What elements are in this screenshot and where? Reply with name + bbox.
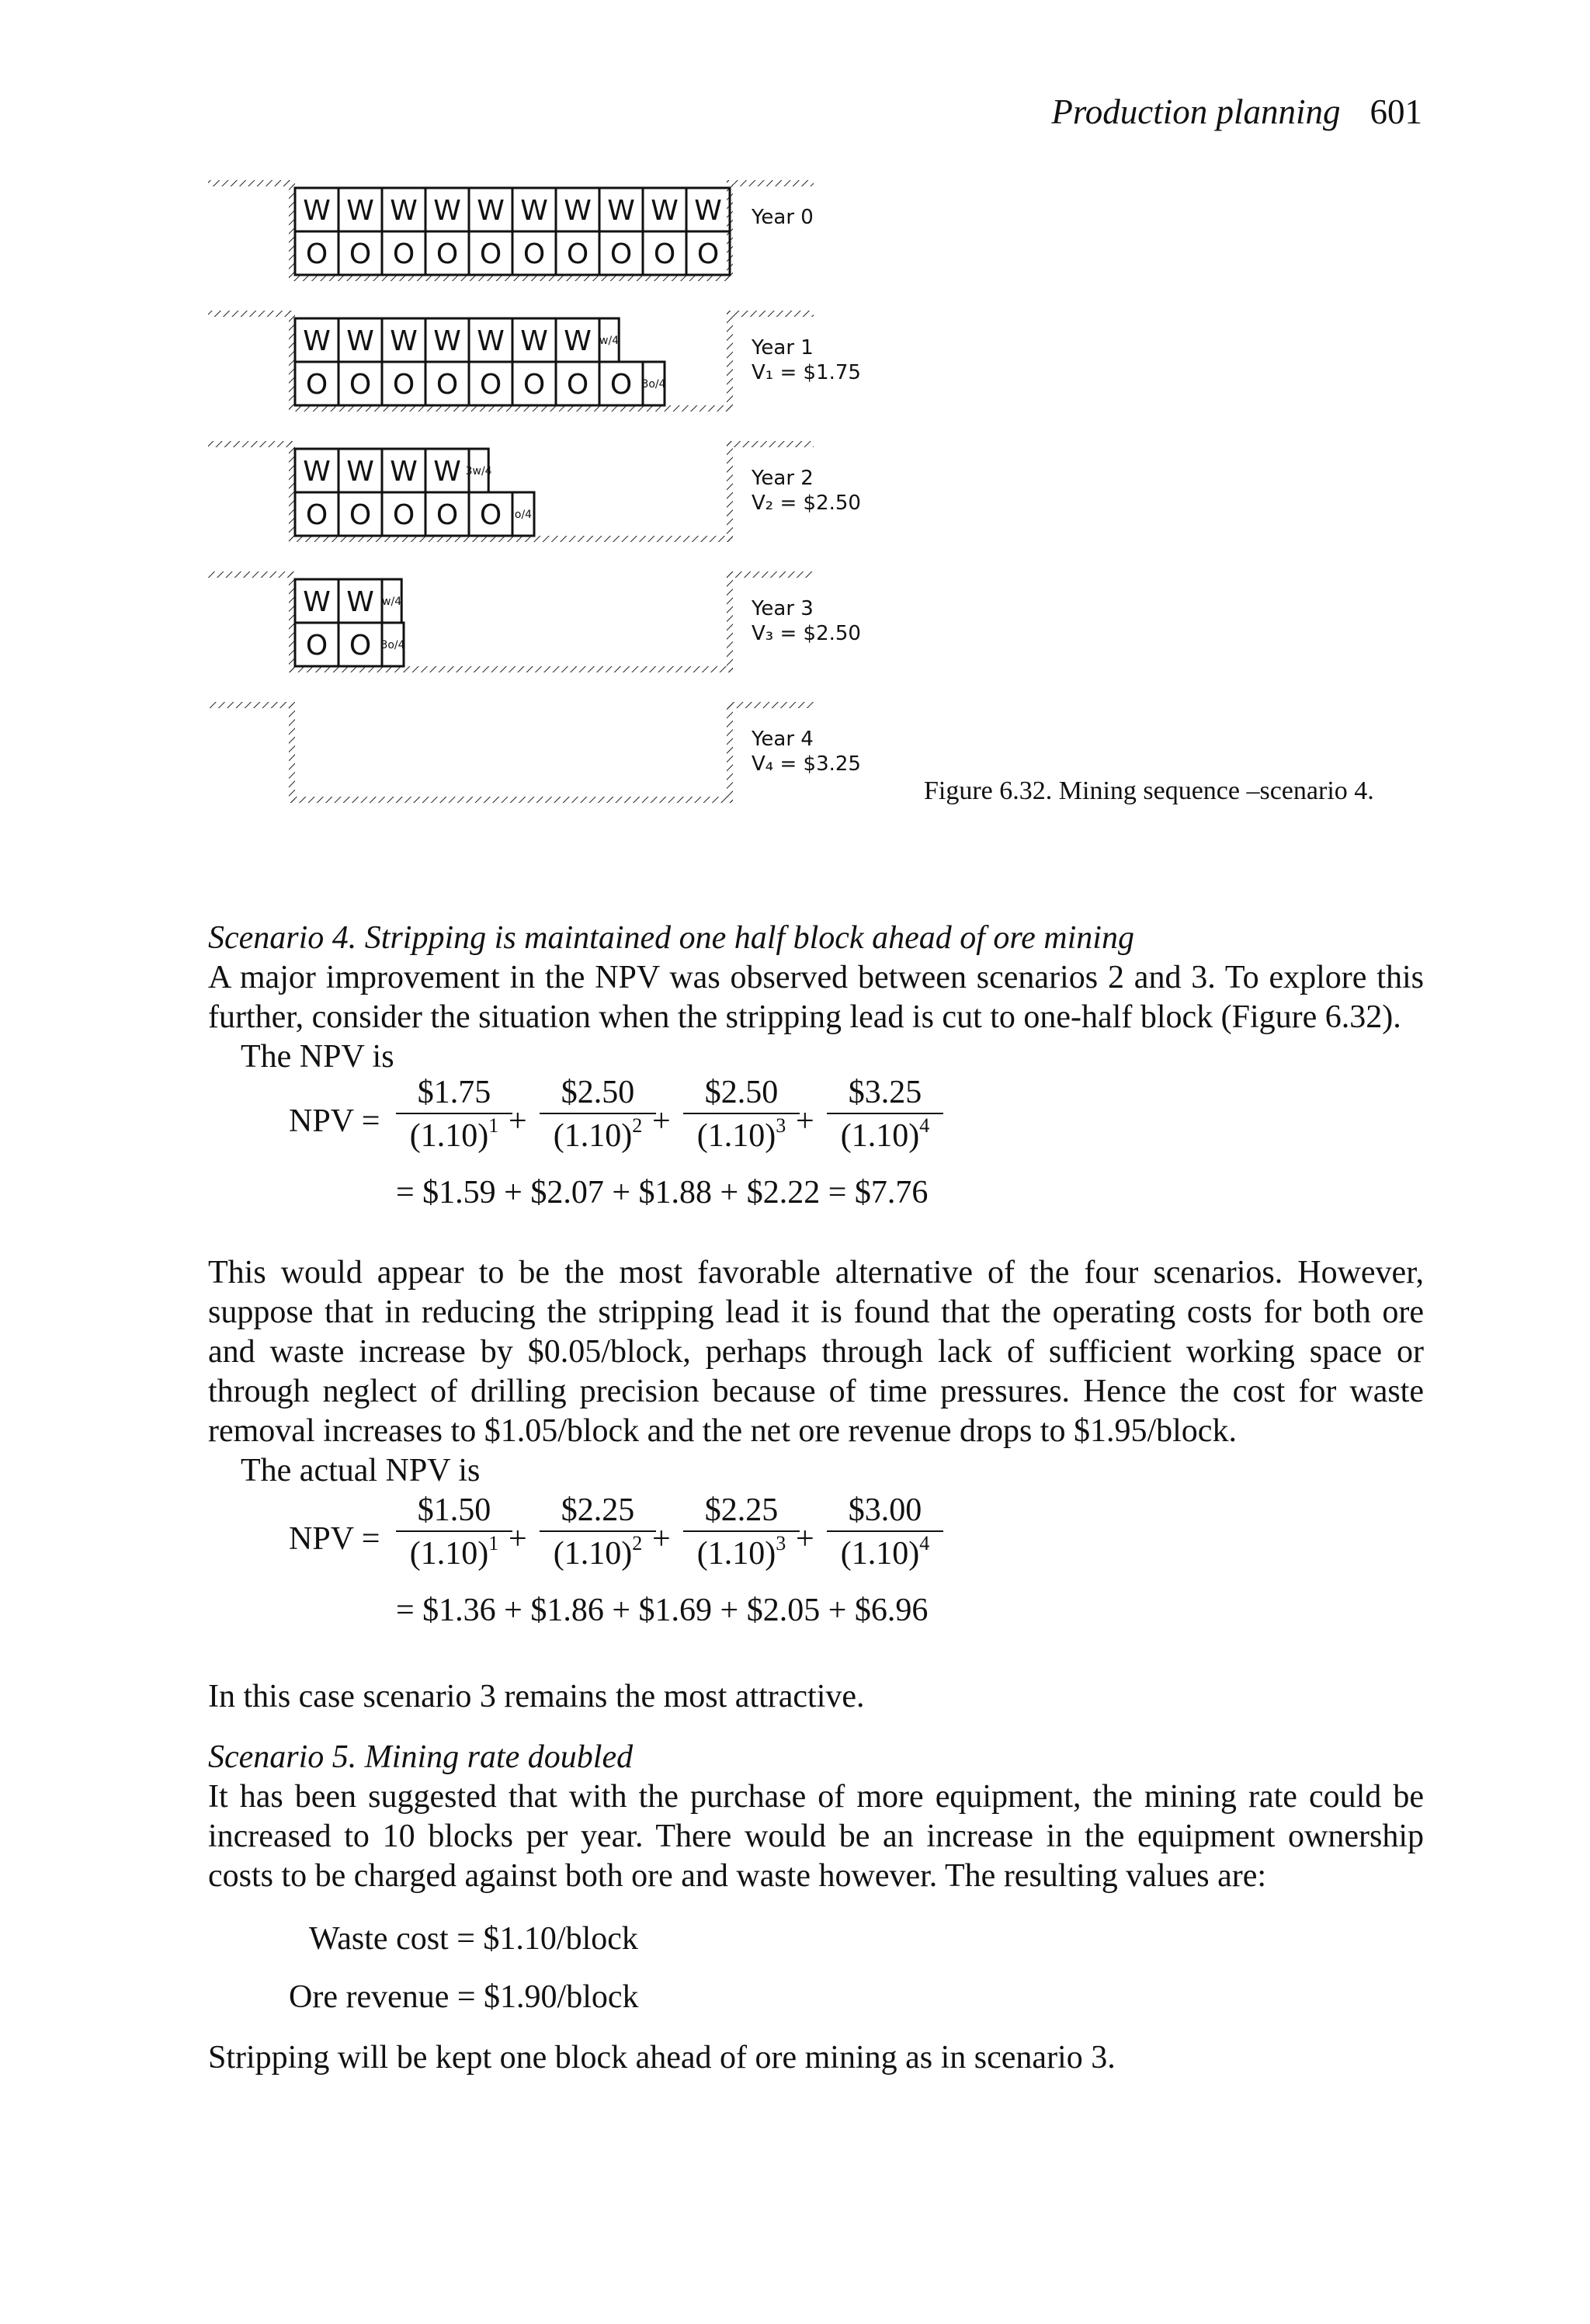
eq1-den-4: [827, 1114, 943, 1155]
waste-label: W: [520, 194, 548, 227]
eq1-num-3: $2.50: [683, 1074, 800, 1114]
ore-label: O: [653, 238, 676, 270]
mining-sequence-diagram: [208, 165, 907, 809]
year-value-1: V₁ = $1.75: [752, 361, 861, 384]
waste-label: W: [520, 325, 548, 357]
year-label-0: Year 0: [752, 206, 814, 229]
eq2-lhs: NPV =: [289, 1521, 380, 1557]
ore-label: O: [305, 368, 328, 401]
waste-label: W: [694, 194, 722, 227]
waste-label: W: [303, 325, 331, 357]
eq1-num-4: $3.25: [827, 1074, 943, 1114]
ore-label: O: [609, 238, 633, 270]
waste-label: W: [564, 194, 592, 227]
eq1-plus-1: +: [509, 1103, 527, 1139]
waste-label: W: [433, 325, 461, 357]
eq1-lhs: NPV =: [289, 1103, 380, 1139]
header-title: Production planning: [1051, 92, 1341, 131]
eq1-num-2: $2.50: [540, 1074, 656, 1114]
eq2-fraction-3: [683, 1492, 800, 1572]
ore-label: O: [392, 498, 415, 531]
year-label-1: Year 1: [752, 336, 814, 360]
ore-label: O: [522, 368, 546, 401]
ore-label: O: [305, 238, 328, 270]
year-value-3: V₃ = $2.50: [752, 622, 861, 645]
year-label-3: Year 3: [752, 597, 814, 620]
blocks-year-1: [295, 318, 666, 405]
waste-cost: Waste cost = $1.10/block: [309, 1921, 638, 1957]
ore-label: O: [349, 368, 372, 401]
ore-label: O: [566, 238, 589, 270]
ore-revenue: Ore revenue = $1.90/block: [289, 1979, 639, 2015]
blocks-year-3: [295, 579, 405, 666]
eq1-plus-2: +: [652, 1103, 671, 1139]
scenario-4-heading: Scenario 4. Stripping is maintained one half block ahead of ore mining: [208, 920, 1134, 956]
eq2-num-4: $3.00: [827, 1492, 943, 1532]
partial-ore-label: 3o/4: [641, 378, 666, 391]
partial-ore-label: 3o/4: [380, 639, 405, 652]
actual-npv-intro: The actual NPV is: [241, 1453, 481, 1489]
ore-label: O: [305, 498, 328, 531]
ore-label: O: [479, 238, 502, 270]
mining-sequence-figure: [208, 165, 907, 809]
eq2-num-2: $2.25: [540, 1492, 656, 1532]
eq1-num-1: $1.75: [396, 1074, 512, 1114]
ore-label: O: [479, 498, 502, 531]
eq2-fraction-4: [827, 1492, 943, 1572]
npv-intro: The NPV is: [241, 1039, 394, 1075]
ore-label: O: [566, 368, 589, 401]
waste-label: W: [477, 325, 505, 357]
eq1-exp-1: 1: [488, 1114, 499, 1137]
eq2-num-1: $1.50: [396, 1492, 512, 1532]
eq1-fraction-3: [683, 1074, 800, 1155]
eq2-plus-2: +: [652, 1521, 671, 1557]
blocks-year-0: [295, 188, 730, 275]
eq1-den-base-3: (1.10): [696, 1118, 776, 1154]
ore-label: O: [349, 498, 372, 531]
year-value-2: V₂ = $2.50: [752, 492, 861, 515]
ore-label: O: [305, 629, 328, 662]
year-label-4: Year 4: [752, 728, 814, 751]
waste-label: W: [433, 455, 461, 488]
eq2-exp-4: 4: [919, 1532, 930, 1555]
waste-label: W: [477, 194, 505, 227]
waste-label: W: [390, 194, 418, 227]
eq1-plus-3: +: [796, 1103, 814, 1139]
figure-caption: Figure 6.32. Mining sequence –scenario 4.: [924, 776, 1374, 805]
eq1-exp-2: 2: [632, 1114, 643, 1137]
scenario-5-closing: Stripping will be kept one block ahead of ore mining as in scenario 3.: [208, 2040, 1116, 2076]
waste-label: W: [390, 325, 418, 357]
page-number: 601: [1370, 92, 1422, 131]
eq1-exp-3: 3: [776, 1114, 786, 1137]
waste-label: W: [607, 194, 635, 227]
waste-label: W: [346, 325, 374, 357]
ore-label: O: [436, 498, 459, 531]
eq2-fraction-1: [396, 1492, 512, 1572]
ore-label: O: [609, 368, 633, 401]
eq2-plus-3: +: [796, 1521, 814, 1557]
pit-outline-year-4: [208, 702, 814, 803]
scenario-4-paragraph: A major improvement in the NPV was observed between scenarios 2 and 3. To explore this further, consider the situation when the stripping lead is cut to one-half block (Figure 6.32).: [208, 960, 1424, 1035]
year-value-4: V₄ = $3.25: [752, 752, 861, 776]
running-header: [1051, 92, 1422, 132]
eq1-exp-4: 4: [919, 1114, 930, 1137]
ore-label: O: [392, 368, 415, 401]
waste-label: W: [346, 455, 374, 488]
partial-waste-label: w/4: [599, 335, 620, 348]
ore-label: O: [349, 238, 372, 270]
eq2-den-1: [396, 1532, 512, 1572]
eq1-den-base-2: (1.10): [553, 1118, 633, 1154]
scenario-5-heading: Scenario 5. Mining rate doubled: [208, 1739, 634, 1775]
year-label-2: Year 2: [752, 467, 814, 490]
waste-label: W: [651, 194, 679, 227]
eq2-plus-1: +: [509, 1521, 527, 1557]
eq1-den-2: [540, 1114, 656, 1155]
ore-label: O: [392, 238, 415, 270]
waste-label: W: [303, 585, 331, 618]
eq2-den-4: [827, 1532, 943, 1572]
eq2-den-base-4: (1.10): [840, 1536, 920, 1572]
waste-label: W: [564, 325, 592, 357]
ore-label: O: [522, 238, 546, 270]
partial-waste-label: 3w/4: [465, 465, 492, 478]
eq1-fraction-2: [540, 1074, 656, 1155]
eq2-exp-1: 1: [488, 1532, 499, 1555]
ore-label: O: [436, 368, 459, 401]
eq2-den-2: [540, 1532, 656, 1572]
eq1-fraction-1: [396, 1074, 512, 1155]
blocks-year-2: [295, 449, 534, 536]
ore-label: O: [436, 238, 459, 270]
waste-label: W: [303, 455, 331, 488]
ore-label: O: [479, 368, 502, 401]
partial-ore-label: o/4: [514, 509, 533, 522]
waste-label: W: [346, 585, 374, 618]
eq1-den-3: [683, 1114, 800, 1155]
partial-waste-label: w/4: [382, 596, 402, 609]
ore-label: O: [696, 238, 720, 270]
waste-label: W: [303, 194, 331, 227]
eq2-num-3: $2.25: [683, 1492, 800, 1532]
waste-label: W: [346, 194, 374, 227]
scenario-5-paragraph: It has been suggested that with the purchase of more equipment, the mining rate could be increased to 10 blocks per year. There would be an increase in the equipment ownership costs to be charged against both ore and waste however. The resulting values are:: [208, 1779, 1424, 1894]
eq2-den-base-3: (1.10): [696, 1536, 776, 1572]
ore-label: O: [349, 629, 372, 662]
eq1-result: = $1.59 + $2.07 + $1.88 + $2.22 = $7.76: [396, 1175, 929, 1211]
eq2-den-3: [683, 1532, 800, 1572]
eq2-result: = $1.36 + $1.86 + $1.69 + $2.05 + $6.96: [396, 1593, 929, 1628]
eq1-den-base-1: (1.10): [409, 1118, 489, 1154]
scenario-4-conclusion: In this case scenario 3 remains the most attractive.: [208, 1679, 865, 1714]
eq1-fraction-4: [827, 1074, 943, 1155]
eq2-exp-2: 2: [632, 1532, 643, 1555]
eq2-exp-3: 3: [776, 1532, 786, 1555]
waste-label: W: [390, 455, 418, 488]
eq2-den-base-1: (1.10): [409, 1536, 489, 1572]
eq1-den-base-4: (1.10): [840, 1118, 920, 1154]
eq2-den-base-2: (1.10): [553, 1536, 633, 1572]
waste-label: W: [433, 194, 461, 227]
scenario-4-discussion: This would appear to be the most favorable alternative of the four scenarios. However, suppose that in reducing the stripping lead it is found that the operating costs for both ore and waste increase by $0.05/block, perhaps through lack of sufficient working space or through neglect of drilling precision because of time pressures. Hence the cost for waste removal increases to $1.05/block and the net ore revenue drops to $1.95/block.: [208, 1255, 1424, 1449]
eq1-den-1: [396, 1114, 512, 1155]
eq2-fraction-2: [540, 1492, 656, 1572]
